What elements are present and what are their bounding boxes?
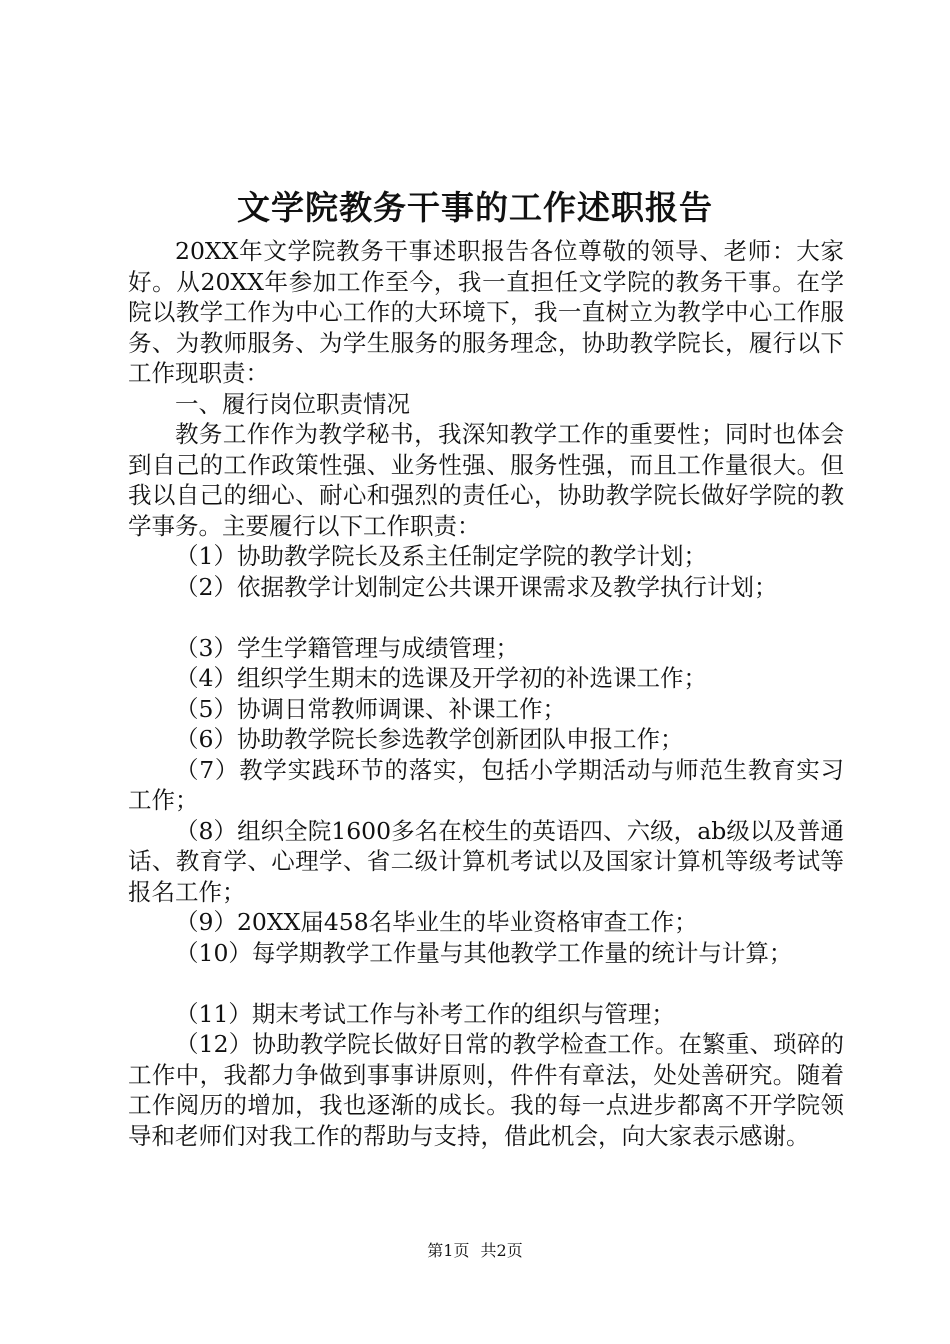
duty-item: （3）学生学籍管理与成绩管理； xyxy=(175,633,519,662)
duty-item: （2）依据教学计划制定公共课开课需求及教学执行计划； xyxy=(175,572,778,601)
duty-item: （8）组织全院1600多名在校生的英语四、六级，ab级以及普通话、教育学、心理学、省二级计算机考试以及国家计算机等级考试等报名工作； xyxy=(128,816,844,906)
duty-item: （6）协助教学院长参选教学创新团队申报工作； xyxy=(175,725,684,753)
page-number: 第1页 xyxy=(427,1241,470,1260)
duty-item: （4）组织学生期末的选课及开学初的补选课工作； xyxy=(175,664,707,692)
duty-item: （12）协助教学院长做好日常的教学检查工作。在繁重、琐碎的工作中，我都力争做到事事讲原则，件件有章法，处处善研究。随着工作阅历的增加，我也逐渐的成长。我的每一点进步都离不开学院领导和老师们对我工作的帮助与支持，借此机会，向大家表示感谢。 xyxy=(128,1030,844,1150)
duty-item: （7）教学实践环节的落实，包括小学期活动与师范生教育实习工作； xyxy=(128,755,844,814)
duty-item: （10）每学期教学工作量与其他教学工作量的统计与计算； xyxy=(175,938,793,967)
duty-item: （9）20XX届458名毕业生的毕业资格审查工作； xyxy=(175,908,698,936)
paragraph-duties-intro: 教务工作作为教学秘书，我深知教学工作的重要性；同时也体会到自己的工作政策性强、业务性强、服务性强，而且工作量很大。但我以自己的细心、耐心和强烈的责任心，协助教学院长做好学院的教学事务。主要履行以下工作职责： xyxy=(128,420,844,540)
duty-item: （11）期末考试工作与补考工作的组织与管理； xyxy=(175,999,675,1028)
document-body xyxy=(128,236,844,1151)
duty-item: （5）协调日常教师调课、补课工作； xyxy=(175,694,566,723)
paragraph-intro: 20XX年文学院教务干事述职报告各位尊敬的领导、老师：大家好。从20XX年参加工作至今，我一直担任文学院的教务干事。在学院以教学工作为中心工作的大环境下，我一直树立为教学中心工作服务、为教师服务、为学生服务的服务理念，协助教学院长，履行以下工作现职责： xyxy=(128,237,844,387)
duty-item: （1）协助教学院长及系主任制定学院的教学计划； xyxy=(175,542,707,570)
page-footer xyxy=(0,1240,950,1262)
document-title: 文学院教务干事的工作述职报告 xyxy=(237,188,713,227)
page-total: 共2页 xyxy=(480,1241,523,1260)
section-heading: 一、履行岗位职责情况 xyxy=(175,389,410,418)
